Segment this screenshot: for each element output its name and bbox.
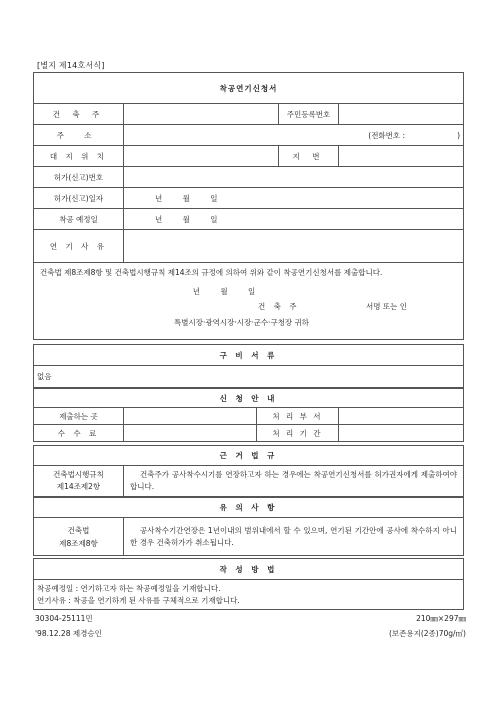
instruction-line-1: 착공예정일 : 연기하고자 하는 착공예정일을 기재합니다.: [37, 583, 221, 593]
instruction-line-2: 연기사유 : 착공을 연기하게 된 사유를 구체적으로 기재합니다.: [37, 595, 240, 605]
footer-code: 30304-25111민: [35, 614, 93, 623]
footer-paper: (보존용지(2종)70g/㎡): [388, 629, 466, 638]
lot-no-label: 지 번: [279, 146, 339, 167]
notes-text: 공사착수기간연장은 1년이내의 범위내에서 할 수 있으며, 연기된 기간안에 공사에 착수하지 아니한 경우 건축허가가 취소됩니다.: [124, 518, 464, 556]
instructions-content: [34, 580, 464, 610]
permit-date-value: 년 월 일: [155, 193, 227, 203]
fee-label: 수 수 료: [34, 425, 124, 442]
notes-heading: 유 의 사 항: [34, 498, 464, 518]
signature-label: 서명 또는 인: [366, 302, 407, 311]
declaration-date: 년 월 일: [192, 287, 265, 296]
documents-heading: 구 비 서 류: [34, 345, 464, 366]
notes-law: 건축법 제8조제8항: [34, 518, 124, 556]
submit-to-label: 제출하는 곳: [34, 408, 124, 425]
application-form-table: [33, 72, 464, 340]
form-title: 착공연기신청서: [34, 73, 464, 104]
builder-field[interactable]: [124, 104, 279, 125]
permit-no-label: 허가(신고)번호: [34, 167, 124, 188]
declaration-text: 건축법 제8조제8항 및 건축법시행규칙 제14조의 규정에 의하여 위와 같이 착공연기신청서를 제출합니다.: [40, 268, 383, 277]
delay-reason-label: 연 기 사 유: [34, 230, 124, 263]
applicant-label: 건 축 주: [258, 302, 300, 311]
lot-no-field[interactable]: [339, 146, 464, 167]
processing-dept-value: [339, 408, 464, 425]
address-label: 주 소: [34, 125, 124, 146]
planned-start-label: 착공 예정일: [34, 209, 124, 230]
guide-heading: 신 청 안 내: [34, 389, 464, 408]
processing-dept-label: 처 리 부 서: [257, 408, 339, 425]
footer-size: 210㎜×297㎜: [416, 614, 466, 623]
permit-date-label: 허가(신고)일자: [34, 188, 124, 209]
application-guide-table: [33, 388, 464, 442]
submit-to-value: [124, 408, 257, 425]
resident-no-field[interactable]: [339, 104, 464, 125]
delay-reason-field[interactable]: [124, 230, 464, 263]
legal-basis-table: [33, 445, 464, 497]
applicant-line: [40, 301, 457, 313]
legal-basis-heading: 근 거 법 규: [34, 446, 464, 466]
builder-label: 건 축 주: [34, 104, 124, 125]
planned-start-field[interactable]: [124, 209, 464, 230]
required-documents-table: [33, 344, 464, 388]
phone-label: (전화번호 :: [368, 130, 406, 140]
documents-content: 없음: [34, 366, 464, 388]
legal-basis-law: 건축법시행규칙 제14조제2항: [34, 466, 124, 497]
processing-period-label: 처 리 기 간: [257, 425, 339, 442]
phone-close: ): [457, 130, 461, 140]
permit-no-field[interactable]: [124, 167, 464, 188]
processing-period-value: [339, 425, 464, 442]
legal-basis-text: 건축주가 공사착수시기를 연장하고자 하는 경우에는 착공연기신청서를 허가권자에게 제출하여야 합니다.: [124, 466, 464, 497]
site-location-field[interactable]: [124, 146, 279, 167]
permit-date-field[interactable]: [124, 188, 464, 209]
instructions-table: [33, 558, 464, 610]
instructions-heading: 작 성 방 법: [34, 559, 464, 580]
addressee: 특별시장·광역시장·시장·군수·구청장 귀하: [173, 318, 310, 327]
planned-start-value: 년 월 일: [155, 214, 227, 224]
site-location-label: 대 지 위 치: [34, 146, 124, 167]
footer-approval: '98.12.28 제경승인: [35, 629, 102, 638]
form-number-label: [별지 제14호서식]: [37, 61, 105, 70]
address-field[interactable]: [124, 125, 464, 146]
resident-no-label: 주민등록번호: [279, 104, 339, 125]
notes-table: [33, 497, 464, 556]
declaration-block: [34, 263, 464, 340]
fee-value: [124, 425, 257, 442]
